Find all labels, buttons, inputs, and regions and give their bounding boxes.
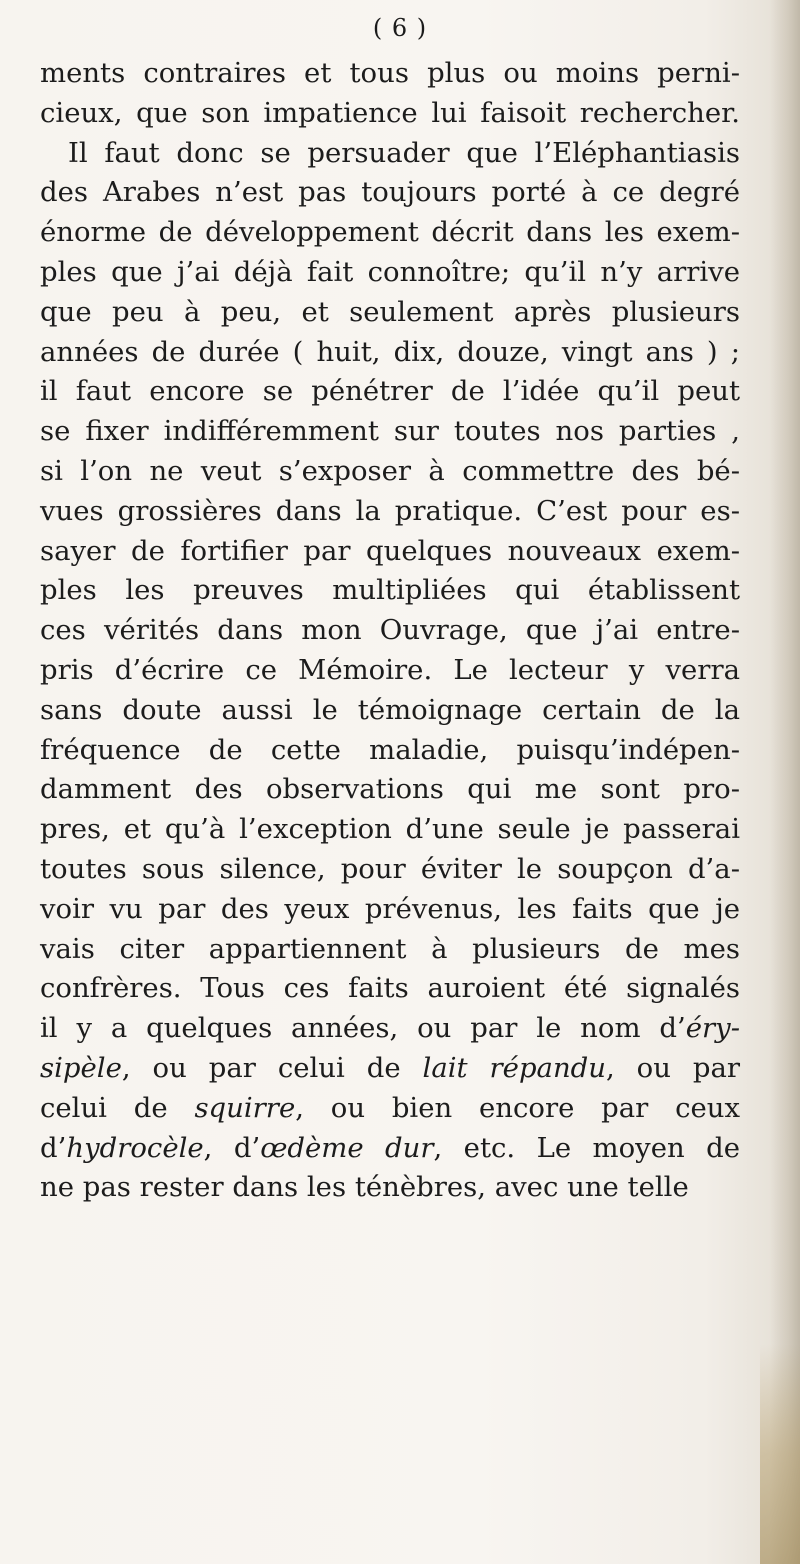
text-segment: il faut encore se pénétrer de l’idée qu’il peut [40,375,740,408]
italic-text: lait répandu [422,1051,606,1084]
text-segment: ne pas rester dans les ténèbres, avec une telle [40,1171,689,1204]
text-line [40,691,740,731]
text-line [40,810,740,850]
text-segment: cieux, que son impatience lui faisoit rechercher. [40,96,740,129]
text-line [40,1049,740,1089]
text-line [40,412,740,452]
text-line [40,173,740,213]
text-line [40,969,740,1009]
text-segment: celui de [40,1091,195,1124]
text-line [40,293,740,333]
text-line [40,333,740,373]
text-segment: ces vérités dans mon Ouvrage, que j’ai entre- [40,614,740,647]
text-line [40,1089,740,1129]
italic-text: œdème dur [260,1131,434,1164]
text-line [40,651,740,691]
text-segment: vues grossières dans la pratique. C’est pour es- [40,494,740,527]
text-segment: , ou par celui de [121,1051,423,1084]
text-segment: se fixer indifféremment sur toutes nos parties , [40,415,740,448]
text-segment: ples les preuves multipliées qui établissent [40,574,740,607]
text-line [40,770,740,810]
text-segment: , etc. Le moyen de [433,1131,740,1164]
text-segment: , ou bien encore par ceux [295,1091,740,1124]
text-line [40,1168,740,1208]
text-segment: que peu à peu, et seulement après plusieurs [40,295,740,328]
text-segment: d’ [40,1131,67,1164]
text-segment: énorme de développement décrit dans les exem- [40,216,740,249]
text-line [40,571,740,611]
italic-text: squirre [194,1091,296,1124]
text-line [40,54,740,94]
text-segment: damment des observations qui me sont pro- [40,773,740,806]
text-segment: pris d’écrire ce Mémoire. Le lecteur y verra [40,653,740,686]
text-segment: sayer de fortifier par quelques nouveaux exem- [40,534,740,567]
text-line [40,1009,740,1049]
text-line [40,452,740,492]
page-number: ( 6 ) [372,14,428,42]
text-segment: , d’ [203,1131,261,1164]
text-line [40,94,740,134]
text-segment: sans doute aussi le témoignage certain de la [40,693,740,726]
italic-text: éry- [685,1012,740,1045]
text-line [40,492,740,532]
text-segment: Il faut donc se persuader que l’Eléphantiasis [68,136,740,169]
text-segment: confrères. Tous ces faits auroient été signalés [40,972,740,1005]
text-segment: toutes sous silence, pour éviter le soupçon d’a- [40,852,740,885]
text-segment: si l’on ne veut s’exposer à commettre des bé- [40,454,740,487]
text-line [40,890,740,930]
text-line [40,213,740,253]
text-line [40,532,740,572]
body-text [40,54,740,1208]
paper-stain [760,1344,800,1564]
text-segment: , ou par [605,1051,740,1084]
text-line [40,134,740,174]
page-edge-shadow [770,0,800,1564]
text-segment: fréquence de cette maladie, puisqu’indépen- [40,733,740,766]
text-segment: il y a quelques années, ou par le nom d’ [40,1012,686,1045]
text-segment: pres, et qu’à l’exception d’une seule je passerai [40,813,740,846]
italic-text: hydrocèle [66,1131,204,1164]
text-line [40,253,740,293]
text-segment: vais citer appartiennent à plusieurs de mes [40,932,740,965]
text-line [40,731,740,771]
text-line [40,611,740,651]
text-line [40,372,740,412]
text-segment: voir vu par des yeux prévenus, les faits que je [40,892,740,925]
text-line [40,930,740,970]
text-line [40,1129,740,1169]
text-segment: ples que j’ai déjà fait connoître; qu’il n’y arrive [40,255,740,288]
text-line [40,850,740,890]
italic-text: sipèle [40,1051,122,1084]
text-segment: années de durée ( huit, dix, douze, vingt ans ) ; [40,335,740,368]
text-segment: des Arabes n’est pas toujours porté à ce degré [40,176,740,209]
text-segment: ments contraires et tous plus ou moins perni- [40,57,740,89]
